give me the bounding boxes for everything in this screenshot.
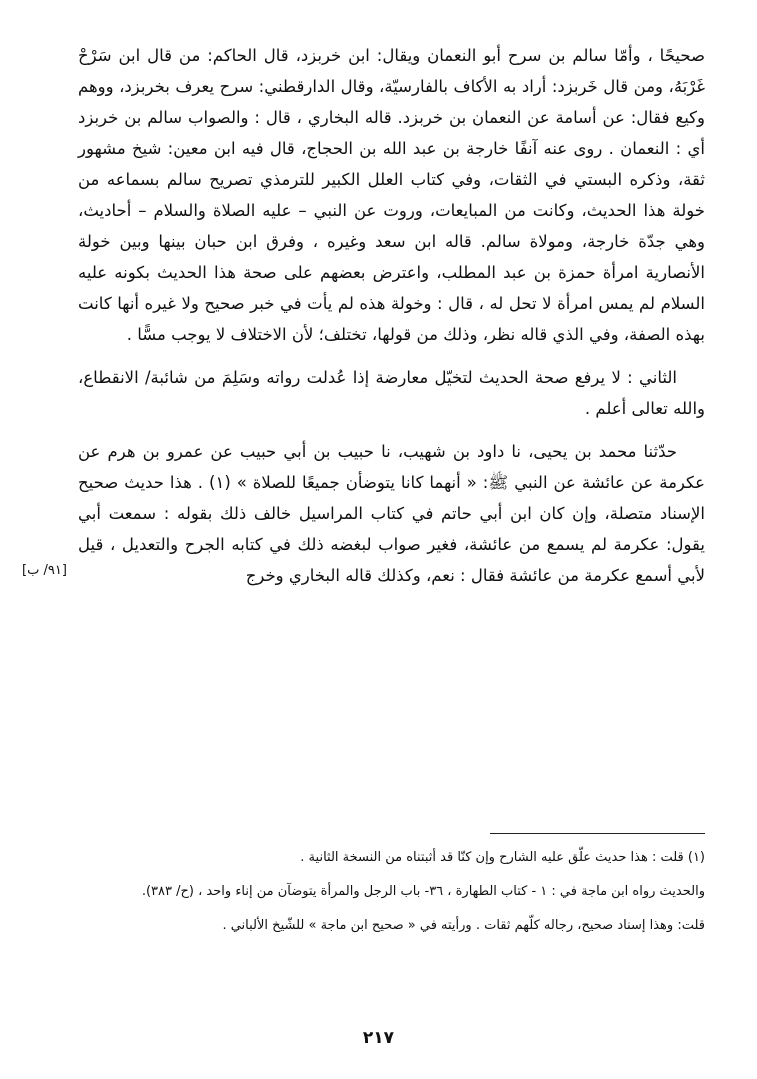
footnote-divider bbox=[490, 833, 705, 834]
paragraph-salim-bin-sarh: صحيحًا ، وأمّا سالم بن سرح أبو النعمان ويقال: ابن خربزد، قال الحاكم: من قال ابن سَرْحْ غَرْبَهُ، ومن قال خَربزد: أراد به الأكاف بالفارسيّة، وقال الدارقطني: سرح يعرف بخربزد، ووهم وكيع فقال: عن أسامة عن النعمان بن خربزد. قاله البخاري ، قال : والصواب سالم بن خربزد أي : النعمان . روى عنه آنفًا خارجة بن عبد الله بن الحجاج، قال فيه ابن معين: شيخ مشهور ثقة، وذكره البستي في الثقات، وفي كتاب العلل الكبير للترمذي تصريح سالم بسماعه من خولة هذا الحديث، وكانت من المبايعات، وروت عن النبي – عليه الصلاة والسلام – أحاديث، وهي جدّة خارجة، ومولاة سالم. قاله ابن سعد وغيره ، وفرق ابن حبان بينها وبين خولة الأنصارية امرأة حمزة بن عبد المطلب، واعترض بعضهم على صحة هذا الحديث بكونه عليه السلام لم يمس امرأة لا تحل له ، قال : وخولة هذه لم يأت في خبر صحيح ولا غيره أنها كانت بهذه الصفة، وفي الذي قاله نظر، وذلك من قولها، تختلف؛ لأن الاختلاف لا يوجب مسًّا . bbox=[78, 46, 705, 344]
page-number: ٢١٧ bbox=[362, 1028, 395, 1048]
footnote-hadith-source: والحديث رواه ابن ماجة في : ١ - كتاب الطهارة ، ٣٦- باب الرجل والمرأة يتوضآن من إناء واحد ، (ح/ ٣٨٣). bbox=[141, 884, 705, 899]
footnote-1: (١) قلت : هذا حديث علّق عليه الشارح وإن كنّا قد أثبتناه من النسخة الثانية . bbox=[300, 850, 705, 865]
footnotes bbox=[78, 846, 705, 948]
main-text-body bbox=[78, 40, 705, 591]
paragraph-hadith-aisha: حدّثنا محمد بن يحيى، نا داود بن شهيب، نا حبيب بن أبي حبيب عن عمرو بن هرم عن عكرمة عن عائشة عن النبي ﷺ: « أنهما كانا يتوضأن جميعًا للصلاة » (١) . هذا حديث صحيح الإسناد متصلة، وإن كان ابن أبي حاتم في كتاب المراسيل خالف ذلك بقوله : سمعت أبي يقول: عكرمة لم يسمع من عائشة، فغير صواب لبغضه ذلك في كتابه الجرح والتعديل ، قيل لأبي أسمع عكرمة من عائشة فقال : نعم، وكذلك قاله البخاري وخرج bbox=[78, 442, 705, 585]
paragraph-second-point: الثاني : لا يرفع صحة الحديث لتخيّل معارضة إذا عُدلت رواته وسَلِمَ من شائبة/ الانقطاع، والله تعالى أعلم . bbox=[78, 368, 705, 418]
manuscript-folio-marker: [٩١/ ب] bbox=[22, 563, 67, 578]
footnote-authentication: قلت: وهذا إسناد صحيح، رجاله كلّهم ثقات . ورأيته في « صحيح ابن ماجة » للشّيخ الألباني . bbox=[222, 918, 705, 933]
